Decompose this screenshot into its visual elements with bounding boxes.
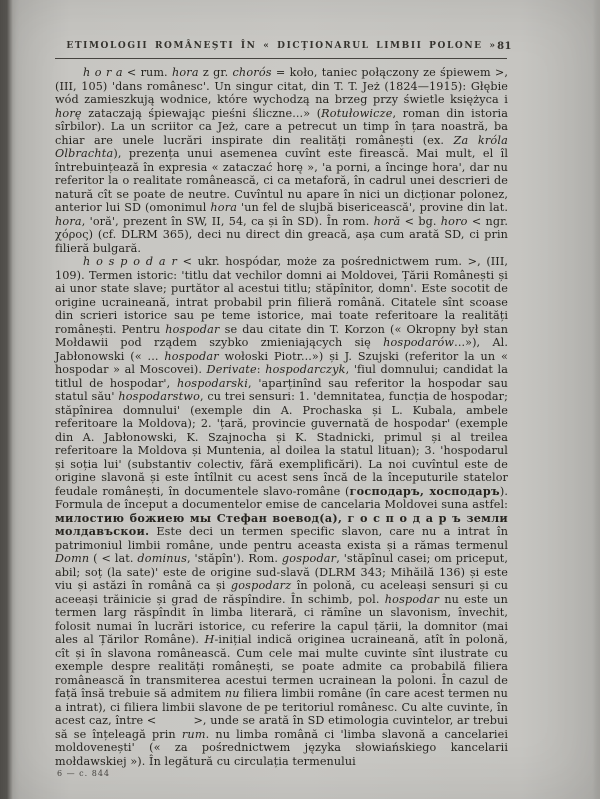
print-signature: 6 — c. 844 — [57, 769, 111, 778]
page-right-edge-shadow — [593, 0, 600, 799]
header-rule — [55, 58, 507, 59]
page-header — [55, 41, 512, 52]
book-gutter-shadow — [0, 0, 16, 799]
paragraph-hospodar-entry: h o s p o d a r < ukr. hospódar, może za pośrednictwem rum. >, (III, 109). Termen istoric: 'titlu dat vechilor domni ai Moldovei, Țării Românești și ai unor state slave; purtător al acestui titlu; stăpînitor, domn'. Este socotit de origine ucraineană, intrat probabil prin filieră română. Citatele sînt scoase din scrieri istorice sau pe teme istorice, mai toate referitoare la realități românești. Pentru hospodar se dau citate din T. Korzon (« Okropny był stan Mołdawii pod rządem szybko zmieniających się hospodarów...»), Al. Jabłonowski (« ... hospodar wołoski Piotr...») și J. Szujski (referitor la un « hospodar » al Moscovei). Derivate: hospodarczyk, 'fiul domnului; candidat la titlul de hospodar', hospodarski, 'aparținînd sau referitor la hospodar sau statul său' hospodarstwo, cu trei sensuri: 1. 'demnitatea, funcția de hospodar; stăpînirea domnului' (exemple din A. Prochaska și L. Kubala, ambele referitoare la Moldova); 2. 'țară, provincie guvernată de hospodar' (exemple din A. Jabłonowski, K. Szajnocha și K. Stadnicki, primul și al treilea referitoare la Moldova și Muntenia, al doilea la statul lituan); 3. 'hospodarul și soția lui' (substantiv colectiv, fără exemplificări). La noi cuvîntul este de origine slavonă și este întîlnit cu acest sens încă de la începuturile statelor feudale românești, în documentele slavo-române (господаръ, хосподаръ). Formula de început a documentelor emise de cancelaria Moldovei suna astfel: милостию божиею мы Стефан воевод(а), г о с п о д а р ъ земли молдавъскои. Este deci un termen specific slavon, care nu a intrat în patrimoniul limbii române, unde pentru aceasta exista și a rămas termenul Domn ( < lat. dominus, 'stăpîn'). Rom. gospodar, 'stăpînul casei; om priceput, abil; soț (la sate)' este de origine sud-slavă (DLRM 343; Mihăilă 136) și este viu și astăzi în română ca și gospodarz în polonă, cu aceleași sensuri și cu aceeași trăinicie și grad de răspîndire. În schimb, pol. hospodar nu este un termen larg răspîndit în limba literară, ci rămîne un slavonism, învechit, folosit numai în lucrări istorice, cu referire la capul țării, la domnitor (mai ales al Țărilor Române). H-inițial indică originea ucraineană, atît în polonă, cît și în slavona românească. Cum cele mai multe cuvinte sînt ilustrate cu exemple despre realități românești, se poate admite ca probabilă filiera românească în transmiterea acestui termen ucrainean la poloni. În cazul de față însă trebuie să admitem nu filiera limbii române (în care acest termen nu a intrat), ci filiera limbii slavone de pe teritoriul românesc. Cu alte cuvinte, în acest caz, între < >, unde se arată în SD etimologia cuvintelor, ar trebui să se înțeleagă prin rum. nu limba română ci 'limba slavonă a cancelariei moldovenești' (« za pośrednictwem języka słowiańskiego kancelarii mołdawskiej »). În legătură cu circulația termenului — [55, 255, 509, 768]
paragraph-hora-entry: h o r a < rum. hora z gr. chorós = koło, taniec połączony ze śpiewem >, (III, 105) 'dans românesc'. Un singur citat, din T. T. Jeż (1824—1915): Głębie wód zamieszkują wodnice, które wychodzą na brzeg przy świetle księżyca i horę zataczają śpiewając pieśni śliczne...» (Rotułowicze, roman din istoria sîrbilor). La un scriitor ca Jeż, care a petrecut un timp în țara noastră, ba chiar are unele lucrări inspirate din realități românești (ex. Za króla Olbrachta), prezența unui asemenea cuvînt este firească. Mai mult, el îl întrebuințează în expresia « zataczać horę », 'a porni, a încinge hora', dar nu referitor la o realitate românească, ci ca metaforă, în cadrul unei descrieri de natură cît se poate de neutre. Cuvîntul nu apare în nici un dicționar polonez, anterior lui SD (omonimul hora 'un fel de slujbă bisericească', provine din lat. hora, 'oră', prezent în SW, II, 54, ca și în SD). În rom. horă < bg. horo < ngr. χόρος) (cf. DLRM 365), deci nu direct din greacă, așa cum arată SD, ci prin filieră bulgară. — [55, 66, 508, 255]
body-text — [55, 66, 508, 768]
running-title: ETIMOLOGII ROMÂNEȘTI ÎN « DICȚIONARUL LIMBII POLONE » — [66, 41, 497, 51]
page-number: 81 — [497, 41, 512, 52]
